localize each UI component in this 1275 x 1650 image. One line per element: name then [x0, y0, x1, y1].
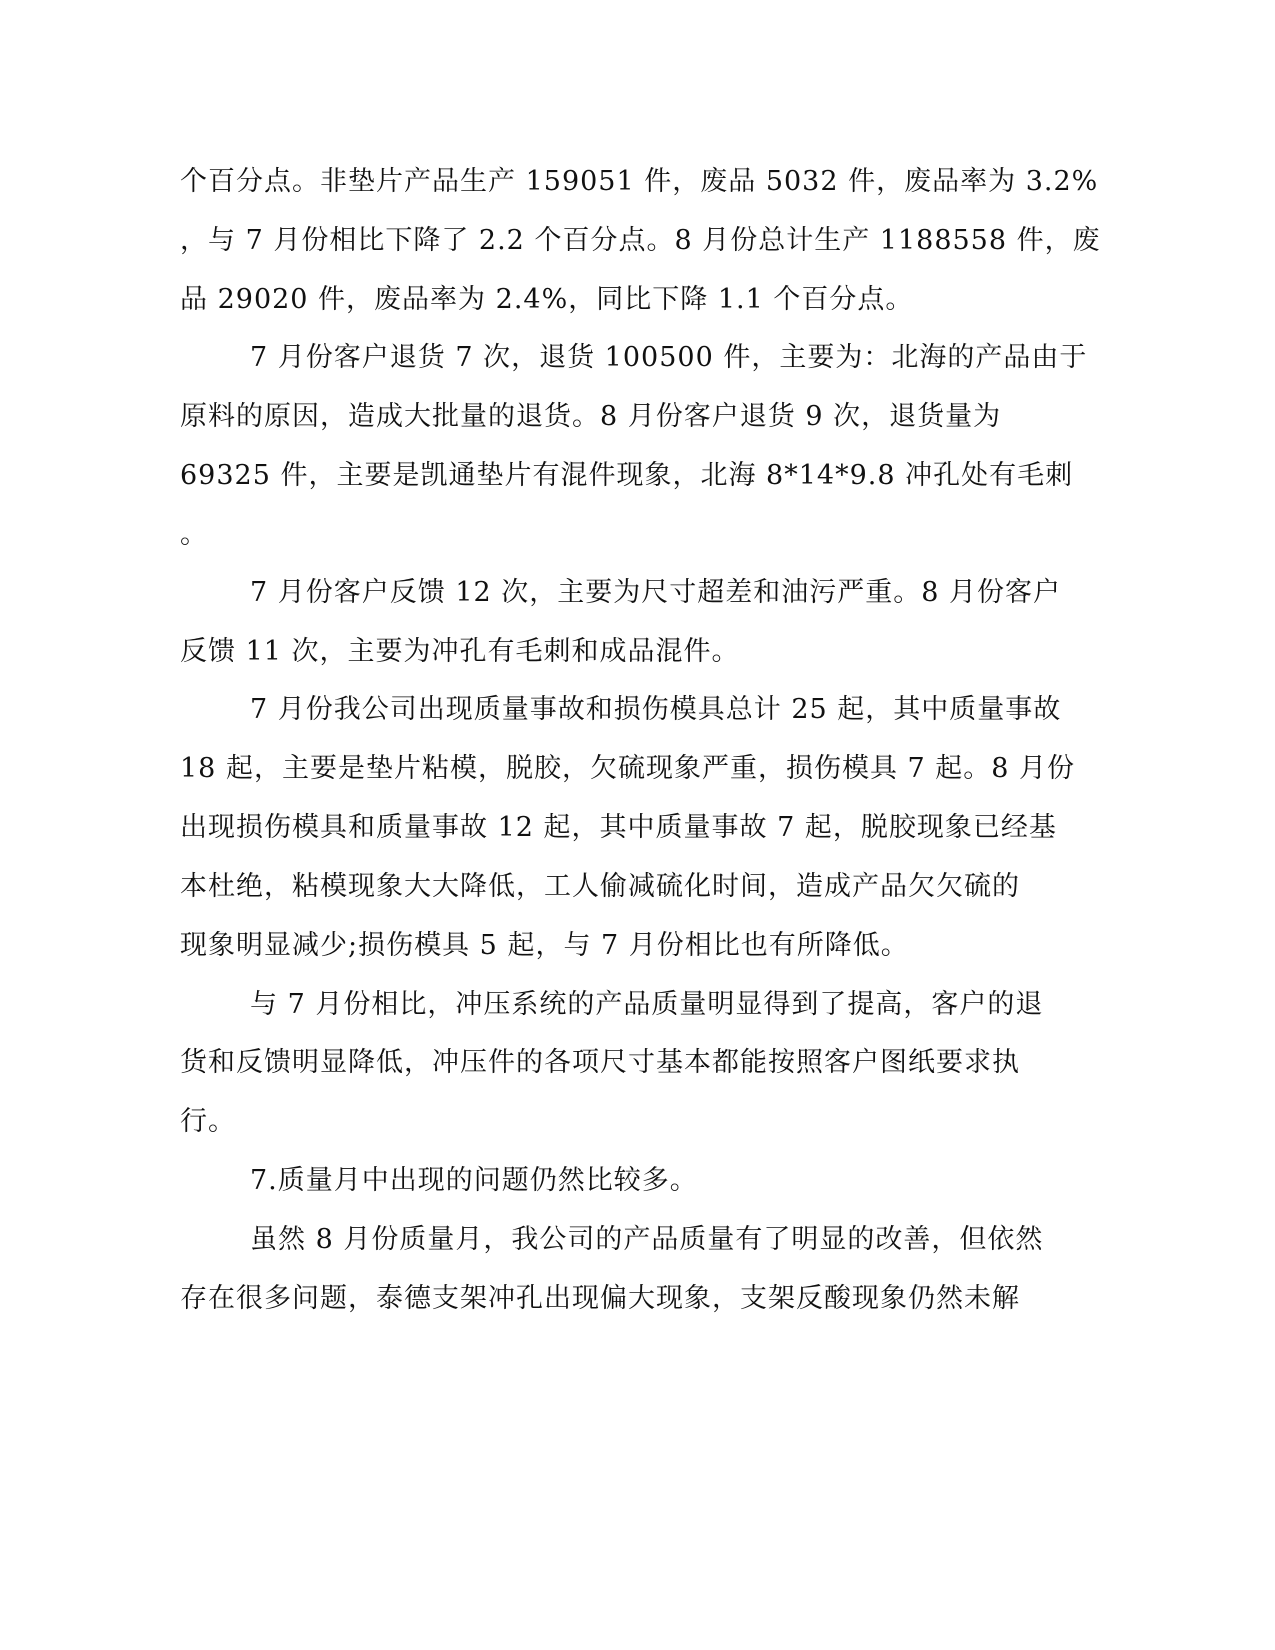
text-line: 。 [180, 519, 208, 550]
text-line: 与 7 月份相比，冲压系统的产品质量明显得到了提高，客户的退 [250, 989, 1044, 1020]
text-line: 品 29020 件，废品率为 2.4%，同比下降 1.1 个百分点。 [180, 284, 914, 315]
text-line: 出现损伤模具和质量事故 12 起，其中质量事故 7 起，脱胶现象已经基 [180, 812, 1057, 843]
text-line: 7 月份客户反馈 12 次，主要为尺寸超差和油污严重。8 月份客户 [250, 577, 1062, 608]
text-line: 货和反馈明显降低，冲压件的各项尺寸基本都能按照客户图纸要求执 [180, 1047, 1020, 1078]
text-line: 18 起，主要是垫片粘模，脱胶，欠硫现象严重，损伤模具 7 起。8 月份 [180, 753, 1076, 784]
text-line: 69325 件，主要是凯通垫片有混件现象，北海 8*14*9.8 冲孔处有毛刺 [180, 460, 1074, 491]
text-line: 7 月份我公司出现质量事故和损伤模具总计 25 起，其中质量事故 [250, 694, 1062, 725]
text-line: 现象明显减少;损伤模具 5 起，与 7 月份相比也有所降低。 [180, 930, 909, 961]
text-line: 7.质量月中出现的问题仍然比较多。 [250, 1165, 698, 1196]
text-line: 7 月份客户退货 7 次，退货 100500 件，主要为：北海的产品由于 [250, 342, 1088, 373]
text-line: 本杜绝，粘模现象大大降低，工人偷减硫化时间，造成产品欠欠硫的 [180, 871, 1020, 902]
text-line: 反馈 11 次，主要为冲孔有毛刺和成品混件。 [180, 636, 740, 667]
text-line: 个百分点。非垫片产品生产 159051 件，废品 5032 件，废品率为 3.2% [180, 166, 1099, 197]
text-line: 原料的原因，造成大批量的退货。8 月份客户退货 9 次，退货量为 [180, 401, 1002, 432]
text-line: ，与 7 月份相比下降了 2.2 个百分点。8 月份总计生产 1188558 件，废 [180, 225, 1101, 256]
text-line: 虽然 8 月份质量月，我公司的产品质量有了明显的改善，但依然 [250, 1224, 1044, 1255]
text-line: 行。 [180, 1106, 236, 1137]
text-line: 存在很多问题，泰德支架冲孔出现偏大现象，支架反酸现象仍然未解 [180, 1283, 1020, 1314]
